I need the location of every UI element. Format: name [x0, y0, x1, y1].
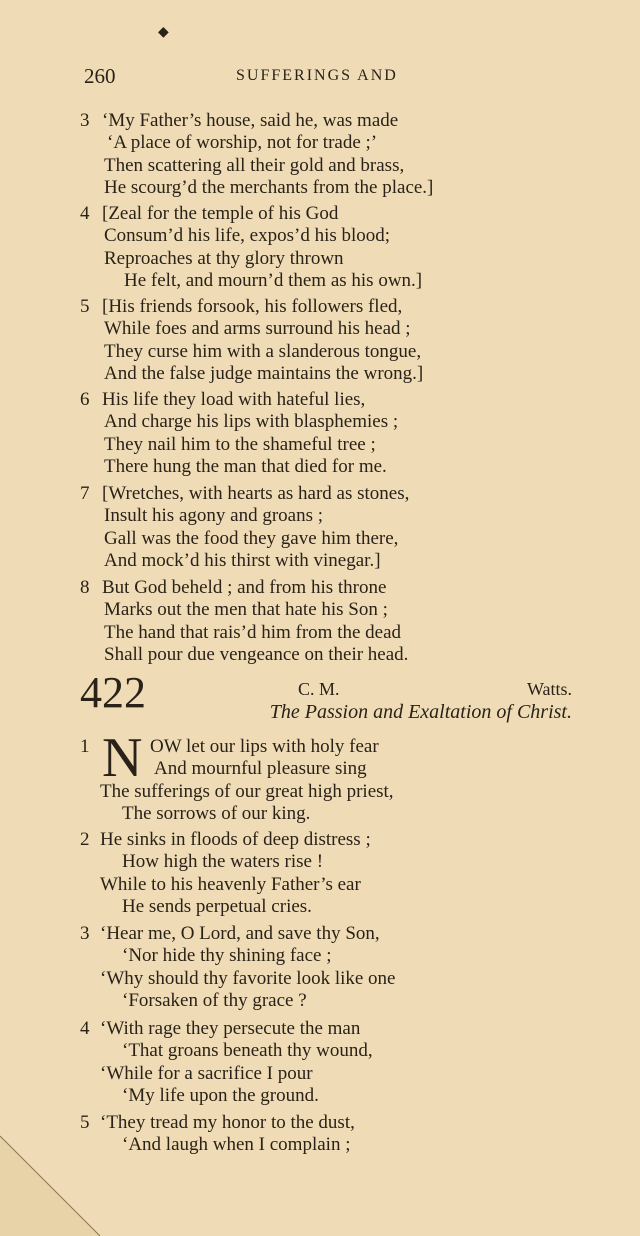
verse-number: 8: [80, 577, 90, 598]
verse-line: The sufferings of our great high priest,: [100, 780, 394, 802]
verse-line: [Wretches, with hearts as hard as stones,: [102, 483, 410, 504]
verse-line: ‘My life upon the ground.: [122, 1084, 319, 1106]
ink-speck: ◆: [158, 25, 169, 40]
verse-number: 1: [80, 736, 90, 757]
verse-line: ‘Hear me, O Lord, and save thy Son,: [100, 923, 380, 944]
verse-line: They nail him to the shameful tree ;: [104, 433, 376, 455]
hymn-verse-1: [80, 727, 580, 825]
verse-line: ‘Why should thy favorite look like one: [100, 967, 396, 989]
verse-line: The hand that rais’d him from the dead: [104, 621, 402, 643]
prev-verse-5: [80, 296, 580, 385]
hymn-title: The Passion and Exaltation of Christ.: [269, 701, 572, 723]
hymn-verse-4: [80, 1018, 580, 1107]
prev-verse-6: [80, 389, 580, 478]
page-corner-fold: [0, 1126, 110, 1236]
verse-line: ‘And laugh when I complain ;: [122, 1134, 351, 1156]
verse-line: ‘Nor hide thy shining face ;: [122, 945, 332, 967]
verse-number: 3: [80, 923, 90, 944]
verse-number: 6: [80, 389, 90, 410]
prev-verse-4: [80, 203, 580, 292]
verse-line: Insult his agony and groans ;: [104, 505, 324, 527]
verse-number: 5: [80, 1112, 90, 1133]
verse-line: They curse him with a slanderous tongue,: [104, 340, 422, 362]
verse-line: Then scattering all their gold and brass,: [104, 154, 405, 176]
hymn-number: 422: [80, 668, 146, 717]
verse-line: Marks out the men that hate his Son ;: [104, 599, 388, 621]
verse-line: And the false judge maintains the wrong.]: [104, 362, 424, 384]
verse-number: 4: [80, 203, 90, 224]
verse-line: Shall pour due vengeance on their head.: [104, 643, 409, 665]
verse-number: 5: [80, 296, 90, 317]
verse-line: He scourg’d the merchants from the place.]: [104, 176, 434, 198]
hymn-meter: C. M.: [298, 679, 340, 699]
verse-line: And mournful pleasure sing: [154, 758, 367, 780]
verse-line: ‘A place of worship, not for trade ;’: [107, 132, 378, 154]
verse-number: 4: [80, 1018, 90, 1039]
verse-line: ‘Forsaken of thy grace ?: [122, 989, 307, 1011]
prev-verse-3: [80, 110, 580, 199]
verse-line: There hung the man that died for me.: [104, 455, 387, 477]
verse-line: Gall was the food they gave him there,: [104, 527, 399, 549]
verse-line: [Zeal for the temple of his God: [102, 203, 339, 224]
verse-line: He felt, and mourn’d them as his own.]: [124, 269, 423, 291]
verse-line: He sinks in floods of deep distress ;: [100, 829, 371, 850]
hymn-verse-5: [80, 1112, 580, 1157]
verse-line: ‘That groans beneath thy wound,: [122, 1040, 373, 1062]
verse-line: How high the waters rise !: [122, 851, 324, 873]
verse-line: And charge his lips with blasphemies ;: [104, 411, 399, 433]
verse-line: But God beheld ; and from his throne: [102, 577, 387, 598]
verse-line: ‘With rage they persecute the man: [100, 1018, 361, 1039]
drop-cap: N: [102, 727, 143, 789]
verse-line: [His friends forsook, his followers fled,: [102, 296, 403, 317]
verse-line: Consum’d his life, expos’d his blood;: [104, 225, 391, 247]
hymn-author: Watts.: [526, 679, 572, 699]
verse-line: His life they load with hateful lies,: [102, 389, 366, 410]
hymn-verse-2: [80, 829, 580, 918]
verse-line: ‘My Father’s house, said he, was made: [102, 110, 399, 131]
running-title: SUFFERINGS AND: [236, 67, 398, 84]
verse-line: And mock’d his thirst with vinegar.]: [104, 549, 381, 571]
verse-number: 3: [80, 110, 90, 131]
verse-line: While foes and arms surround his head ;: [104, 318, 411, 340]
verse-number: 7: [80, 483, 90, 504]
hymn-verse-3: [80, 923, 580, 1012]
prev-verse-8: [80, 577, 580, 666]
verse-line: While to his heavenly Father’s ear: [100, 873, 361, 895]
verse-line: ‘While for a sacrifice I pour: [100, 1062, 313, 1084]
verse-line: He sends perpetual cries.: [122, 895, 312, 917]
page-header: [84, 64, 570, 94]
verse-line: The sorrows of our king.: [122, 802, 311, 824]
page-number: 260: [84, 64, 116, 88]
verse-line: Reproaches at thy glory thrown: [104, 247, 344, 269]
verse-number: 2: [80, 829, 90, 850]
verse-line: OW let our lips with holy fear: [150, 736, 379, 757]
verse-line: ‘They tread my honor to the dust,: [100, 1112, 355, 1133]
prev-verse-7: [80, 483, 580, 572]
hymn-heading: [80, 668, 572, 727]
